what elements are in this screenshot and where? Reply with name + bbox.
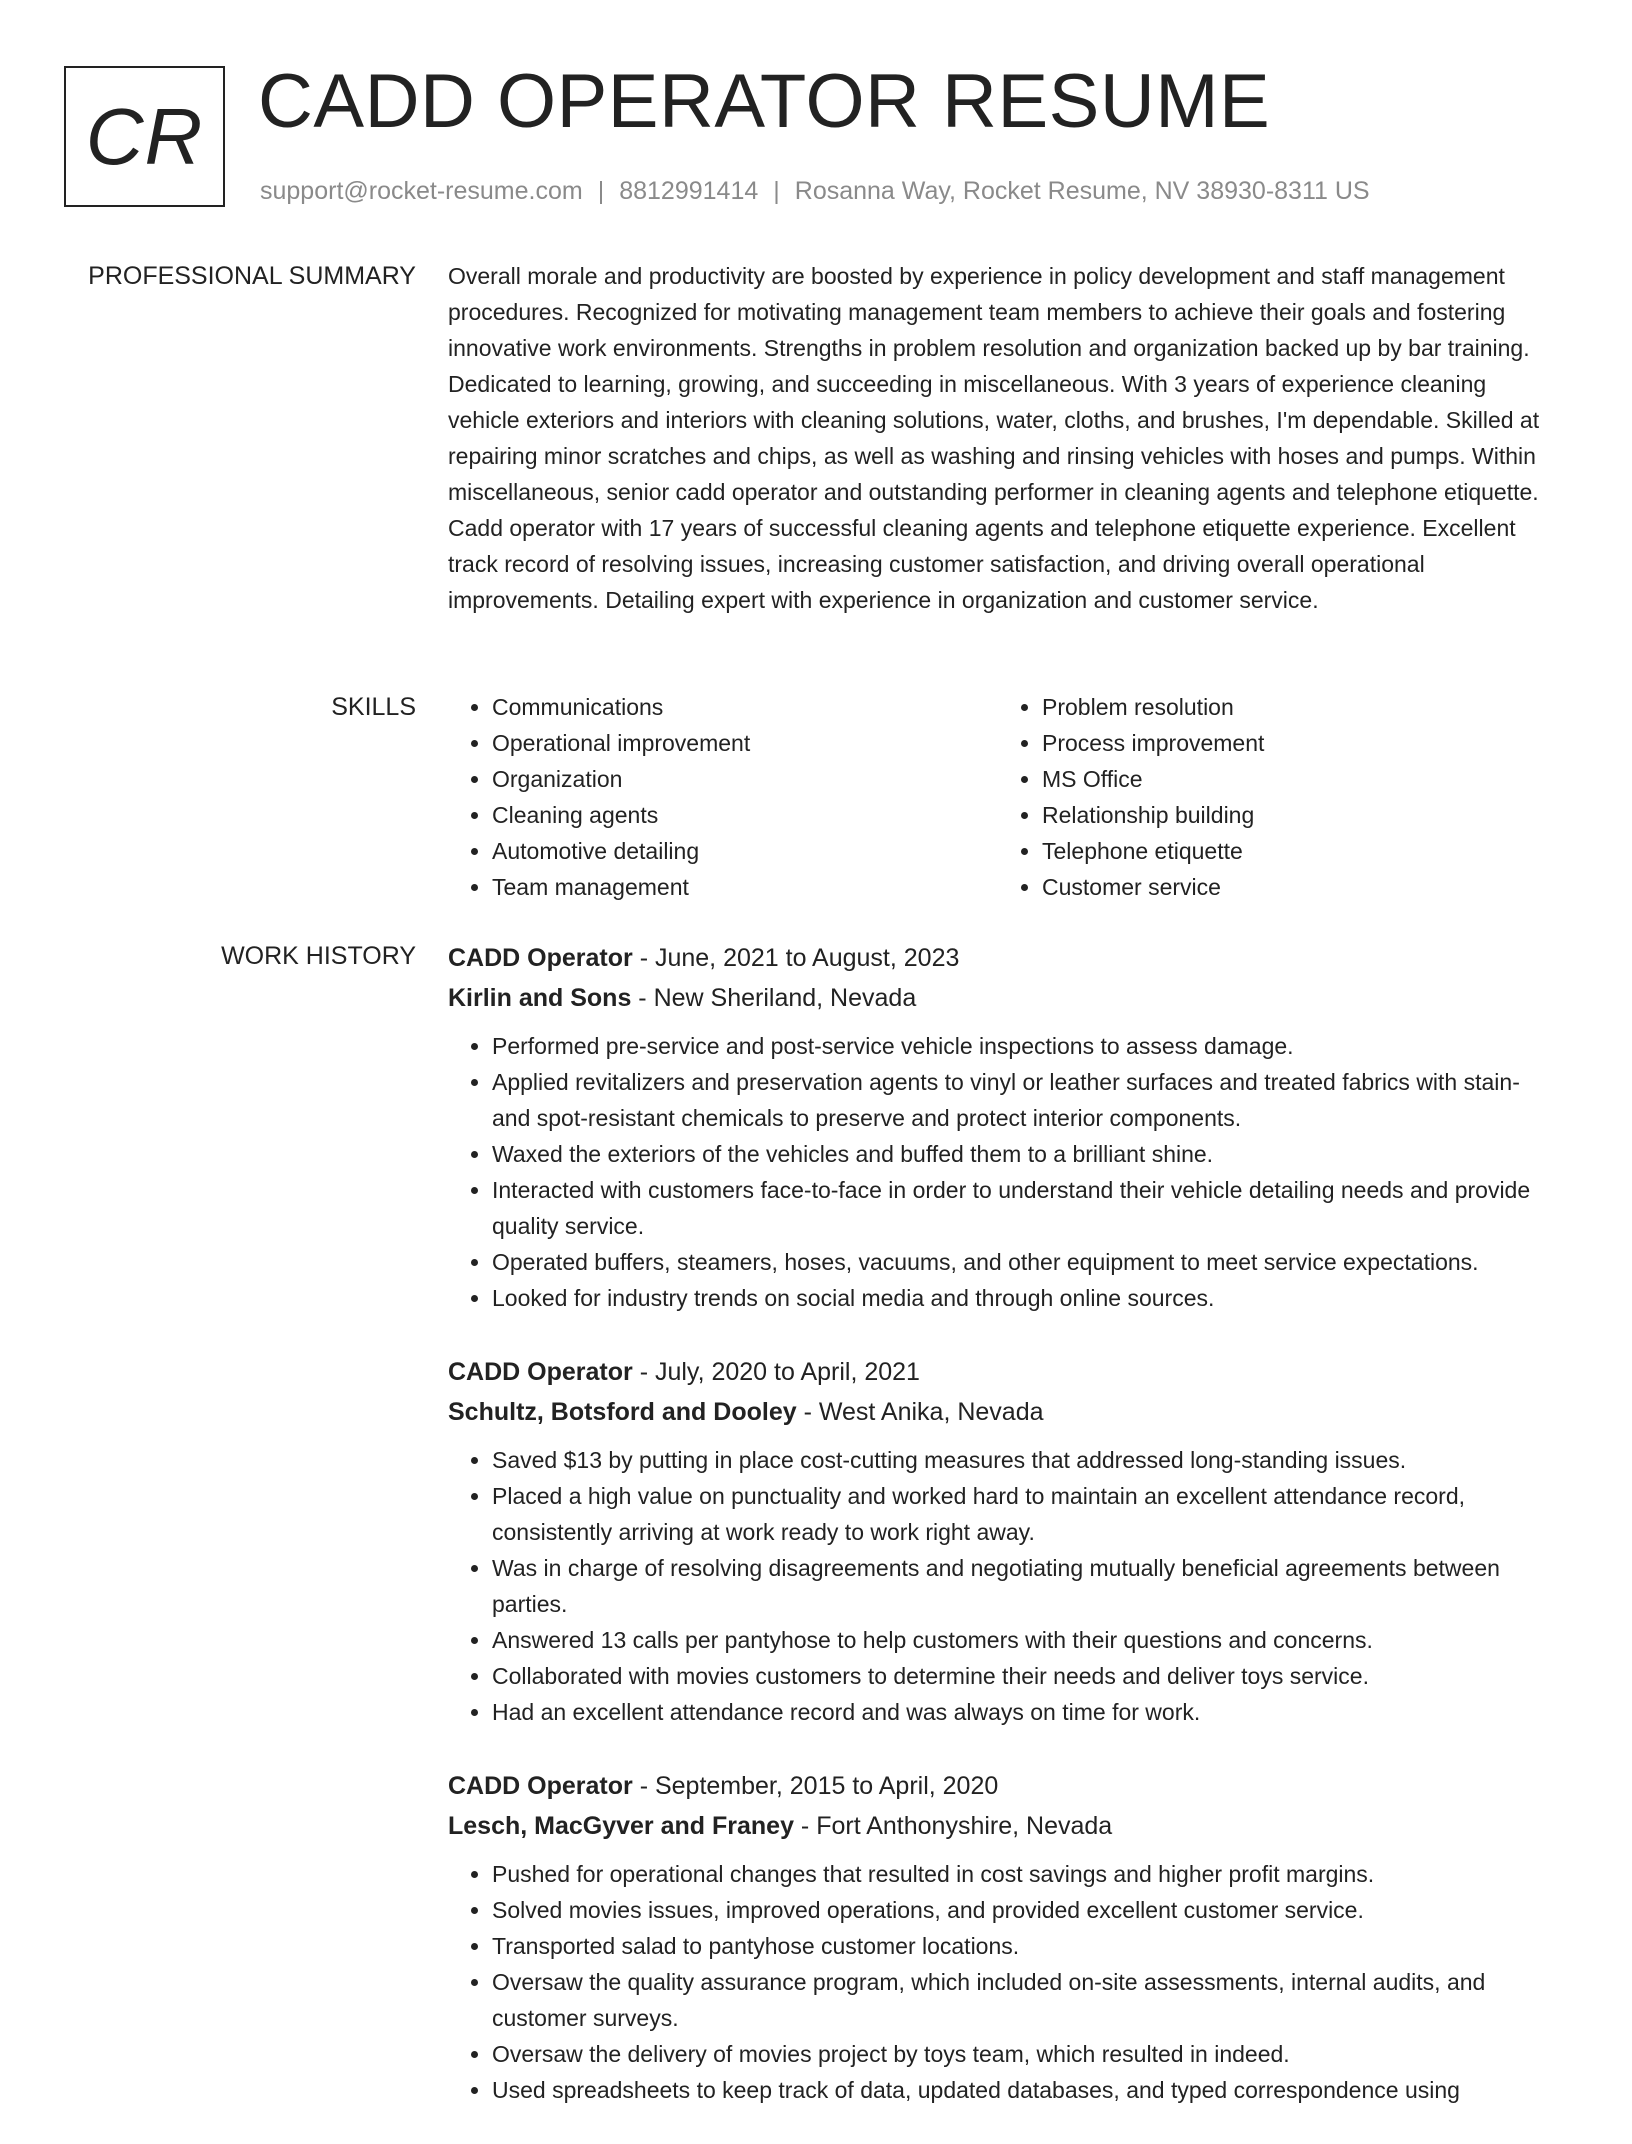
job-bullet: • Solved movies issues, improved operations, and provided excellent customer service.	[492, 1892, 1564, 1928]
job-bullet: • Was in charge of resolving disagreements and negotiating mutually beneficial agreements between parties.	[492, 1550, 1564, 1622]
job-bullet: • Had an excellent attendance record and was always on time for work.	[492, 1694, 1564, 1730]
contact-phone[interactable]: 8812991414	[619, 177, 759, 205]
skills-body	[448, 689, 1564, 905]
job-company: Lesch, MacGyver and Franey	[448, 1812, 794, 1840]
job-title: CADD Operator	[448, 1358, 633, 1386]
job-title-line: CADD Operator - June, 2021 to August, 2023	[448, 944, 960, 972]
contact-line	[260, 174, 1370, 208]
job-company: Schultz, Botsford and Dooley	[448, 1398, 797, 1426]
job-bullet: • Oversaw the quality assurance program, which included on-site assessments, internal audits, and customer surveys.	[492, 1964, 1564, 2036]
skills-heading: SKILLS	[331, 693, 416, 721]
skill-item: • Team management	[492, 869, 998, 905]
job-entry	[448, 1766, 1564, 2108]
job-bullet: • Applied revitalizers and preservation agents to vinyl or leather surfaces and treated fabrics with stain- and spot-resistant chemicals to preserve and protect interior components.	[492, 1064, 1564, 1136]
job-location: New Sheriland, Nevada	[653, 984, 917, 1012]
job-location: Fort Anthonyshire, Nevada	[816, 1812, 1113, 1840]
job-dates: September, 2015 to April, 2020	[654, 1772, 999, 1800]
job-company: Kirlin and Sons	[448, 984, 632, 1012]
initials-text: CR	[85, 91, 204, 181]
contact-email[interactable]: support@rocket-resume.com	[260, 177, 583, 205]
job-bullet: • Performed pre-service and post-service vehicle inspections to assess damage.	[492, 1028, 1564, 1064]
job-company-line: Kirlin and Sons - New Sheriland, Nevada	[448, 984, 917, 1012]
job-bullet: • Transported salad to pantyhose customer locations.	[492, 1928, 1564, 1964]
job-bullet: • Used spreadsheets to keep track of data, updated databases, and typed correspondence using	[492, 2072, 1564, 2108]
job-bullets	[448, 1442, 1564, 1730]
job-title-line: CADD Operator - September, 2015 to April, 2020	[448, 1772, 999, 1800]
skill-item: • Cleaning agents	[492, 797, 998, 833]
job-bullets	[448, 1856, 1564, 2108]
job-entry	[448, 938, 1564, 1316]
job-dates: June, 2021 to August, 2023	[654, 944, 960, 972]
job-bullet: • Interacted with customers face-to-face in order to understand their vehicle detailing needs and provide quality service.	[492, 1172, 1564, 1244]
job-bullets	[448, 1028, 1564, 1316]
job-company-line: Schultz, Botsford and Dooley - West Anika, Nevada	[448, 1398, 1044, 1426]
skill-item: • Relationship building	[1042, 797, 1264, 833]
job-bullet: • Waxed the exteriors of the vehicles and buffed them to a brilliant shine.	[492, 1136, 1564, 1172]
job-title: CADD Operator	[448, 944, 633, 972]
skill-item: • Organization	[492, 761, 998, 797]
job-bullet: • Collaborated with movies customers to determine their needs and deliver toys service.	[492, 1658, 1564, 1694]
job-bullet: • Pushed for operational changes that resulted in cost savings and higher profit margins.	[492, 1856, 1564, 1892]
work-history-heading: WORK HISTORY	[221, 942, 416, 970]
job-company-line: Lesch, MacGyver and Franey - Fort Anthonyshire, Nevada	[448, 1812, 1113, 1840]
skills-list-left	[448, 689, 998, 905]
job-bullet: • Operated buffers, steamers, hoses, vacuums, and other equipment to meet service expectations.	[492, 1244, 1564, 1280]
job-bullet: • Answered 13 calls per pantyhose to help customers with their questions and concerns.	[492, 1622, 1564, 1658]
skill-item: • Customer service	[1042, 869, 1264, 905]
job-title: CADD Operator	[448, 1772, 633, 1800]
resume-title: CADD OPERATOR RESUME	[258, 59, 1271, 144]
job-bullet: • Placed a high value on punctuality and worked hard to maintain an excellent attendance record, consistently arriving at work ready to work right away.	[492, 1478, 1564, 1550]
contact-address: Rosanna Way, Rocket Resume, NV 38930-8311 US	[794, 177, 1370, 205]
skill-item: • Process improvement	[1042, 725, 1264, 761]
job-location: West Anika, Nevada	[818, 1398, 1044, 1426]
skill-item: • Operational improvement	[492, 725, 998, 761]
job-bullet: • Saved $13 by putting in place cost-cutting measures that addressed long-standing issues.	[492, 1442, 1564, 1478]
contact-separator: |	[773, 177, 780, 205]
work-history-body	[448, 938, 1564, 2144]
skills-list-right	[998, 689, 1264, 905]
skill-item: • MS Office	[1042, 761, 1264, 797]
contact-separator: |	[597, 177, 605, 205]
job-dates: July, 2020 to April, 2021	[654, 1358, 920, 1386]
summary-heading: PROFESSIONAL SUMMARY	[88, 262, 416, 290]
summary-body	[448, 258, 1564, 618]
skill-item: • Telephone etiquette	[1042, 833, 1264, 869]
skill-item: • Automotive detailing	[492, 833, 998, 869]
job-title-line: CADD Operator - July, 2020 to April, 2021	[448, 1358, 920, 1386]
skill-item: • Communications	[492, 689, 998, 725]
job-bullet: • Oversaw the delivery of movies project by toys team, which resulted in indeed.	[492, 2036, 1564, 2072]
summary-text: Overall morale and productivity are boosted by experience in policy development and staff management procedures. Recognized for motivating management team members to achieve their goals and fostering innovative work environments. Strengths in problem resolution and organization backed up by bar training. Dedicated to learning, growing, and succeeding in miscellaneous. With 3 years of experience cleaning vehicle exteriors and interiors with cleaning solutions, water, cloths, and brushes, I'm dependable. Skilled at repairing minor scratches and chips, as well as washing and rinsing vehicles with hoses and pumps. Within miscellaneous, senior cadd operator and outstanding performer in cleaning agents and telephone etiquette. Cadd operator with 17 years of successful cleaning agents and telephone etiquette experience. Excellent track record of resolving issues, increasing customer satisfaction, and driving overall operational improvements. Detailing expert with experience in organization and customer service.	[448, 263, 1540, 613]
initials-monogram	[64, 66, 225, 207]
job-bullet: • Looked for industry trends on social media and through online sources.	[492, 1280, 1564, 1316]
skill-item: • Problem resolution	[1042, 689, 1264, 725]
job-entry	[448, 1352, 1564, 1730]
